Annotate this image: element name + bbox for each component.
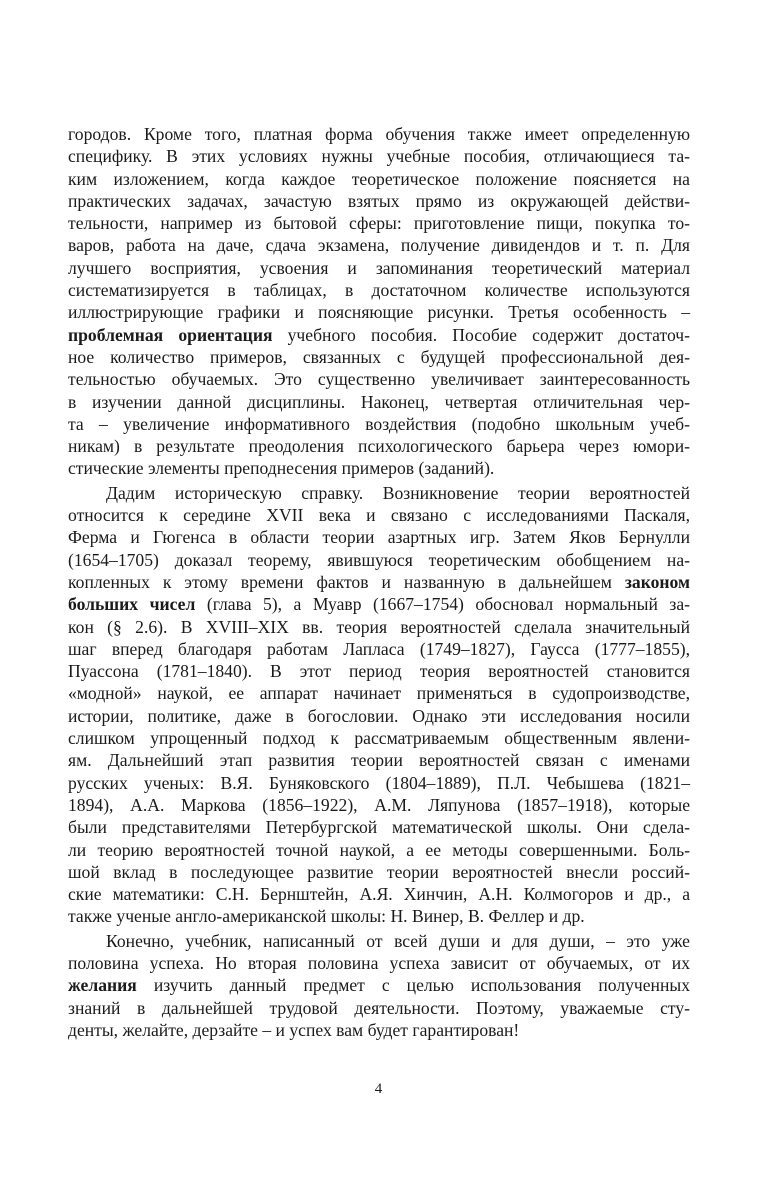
text-line — [68, 346, 690, 368]
text-run: (1654–1705) доказал теорему, явившуюся теоретическим обобщением на- — [68, 549, 690, 570]
text-line — [68, 997, 690, 1019]
text-line — [68, 457, 690, 479]
text-line — [68, 727, 690, 749]
text-run: ли теорию вероятностей точной наукой, а ее методы совершенными. Боль- — [68, 839, 690, 860]
text-line — [68, 839, 690, 861]
text-line — [68, 190, 690, 212]
text-run: ские математики: С.Н. Бернштейн, А.Я. Хинчин, А.Н. Колмогоров и др., а — [68, 884, 690, 905]
paragraph — [68, 482, 690, 928]
text-run: знаний в дальнейшей трудовой деятельности. Поэтому, уважаемые сту- — [68, 997, 690, 1018]
text-line — [68, 123, 690, 145]
text-run: истории, политике, даже в богословии. Однако эти исследования носили — [68, 705, 690, 726]
paragraph — [68, 930, 690, 1041]
text-run: стические элементы преподнесения примеров (заданий). — [68, 458, 495, 479]
text-line — [68, 212, 690, 234]
text-line — [68, 257, 690, 279]
text-run: тельности, например из бытовой сферы: приготовление пищи, покупка то- — [68, 213, 690, 234]
text-line — [68, 413, 690, 435]
text-line — [68, 234, 690, 256]
text-line — [68, 616, 690, 638]
text-line — [68, 930, 690, 952]
text-run: русских ученых: В.Я. Буняковского (1804–1889), П.Л. Чебышева (1821– — [68, 772, 690, 793]
bold-term: больших чисел — [68, 594, 196, 615]
text-line — [68, 482, 690, 504]
text-run: Дадим историческую справку. Возникновение теории вероятностей — [106, 482, 690, 503]
bold-term: законом — [624, 571, 690, 592]
text-run: варов, работа на даче, сдача экзамена, получение дивидендов и т. п. Для — [68, 235, 690, 256]
page-number: 4 — [374, 1081, 383, 1097]
text-run: относится к середине XVII века и связано с исследованиями Паскаля, — [68, 505, 690, 526]
text-run: копленных к этому времени фактов и названную в дальнейшем — [68, 571, 625, 592]
text-line — [68, 526, 690, 548]
text-line — [68, 168, 690, 190]
text-line — [68, 682, 690, 704]
text-run: никам) в результате преодоления психологического барьера через юмори- — [68, 436, 690, 457]
text-run: учебного пособия. Пособие содержит достаточ- — [272, 324, 690, 345]
text-line — [68, 145, 690, 167]
text-run: иллюстрирующие графики и поясняющие рисунки. Третья особенность – — [68, 302, 690, 323]
text-run: денты, желайте, дерзайте – и успех вам будет гарантирован! — [68, 1019, 520, 1040]
text-line — [68, 391, 690, 413]
text-line — [68, 974, 690, 996]
text-run: изучить данный предмет с целью использования полученных — [136, 975, 690, 996]
text-run: 1894), А.А. Маркова (1856–1922), А.М. Ляпунова (1857–1918), которые — [68, 794, 690, 815]
text-line — [68, 593, 690, 615]
text-line — [68, 905, 690, 927]
bold-term: желания — [68, 975, 137, 996]
text-run: систематизируется в таблицах, в достаточном количестве используются — [68, 280, 690, 301]
text-run: Ферма и Гюгенса в области теории азартных игр. Затем Яков Бернулли — [68, 527, 690, 548]
text-line — [68, 816, 690, 838]
text-run: лучшего восприятия, усвоения и запоминания теоретический материал — [68, 257, 690, 278]
text-line — [68, 705, 690, 727]
text-run: в изучении данной дисциплины. Наконец, четвертая отличительная чер- — [68, 391, 690, 412]
text-line — [68, 279, 690, 301]
text-line — [68, 749, 690, 771]
text-run: шой вклад в последующее развитие теории вероятностей внесли россий- — [68, 861, 690, 882]
text-run: ям. Дальнейший этап развития теории вероятностей связан с именами — [68, 750, 690, 771]
text-line — [68, 1019, 690, 1041]
text-run: также ученые англо-американской школы: Н. Винер, В. Феллер и др. — [68, 906, 585, 927]
text-run: «модной» наукой, ее аппарат начинает применяться в судопроизводстве, — [68, 683, 690, 704]
bold-term: проблемная ориентация — [68, 324, 273, 345]
text-line — [68, 549, 690, 571]
text-run: были представителями Петербургской математической школы. Они сдела- — [68, 817, 690, 838]
text-run: Пуассона (1781–1840). В этот период теория вероятностей становится — [68, 661, 690, 682]
text-line — [68, 861, 690, 883]
text-run: специфику. В этих условиях нужны учебные пособия, отличающиеся та- — [68, 146, 690, 167]
text-run: (глава 5), а Муавр (1667–1754) обосновал нормальный за- — [195, 594, 690, 615]
text-run: ким изложением, когда каждое теоретическое положение поясняется на — [68, 168, 690, 189]
text-run: ное количество примеров, связанных с будущей профессиональной дея- — [68, 346, 690, 367]
text-run: шаг вперед благодаря работам Лапласа (1749–1827), Гаусса (1777–1855), — [68, 638, 690, 659]
text-run: та – увеличение информативного воздействия (подобно школьным учеб- — [68, 413, 690, 434]
text-line — [68, 435, 690, 457]
text-line — [68, 772, 690, 794]
text-line — [68, 794, 690, 816]
text-line — [68, 324, 690, 346]
text-line — [68, 301, 690, 323]
text-run: тельностью обучаемых. Это существенно увеличивает заинтересованность — [68, 369, 690, 390]
text-line — [68, 660, 690, 682]
text-run: половина успеха. Но вторая половина успеха зависит от обучаемых, от их — [68, 952, 690, 973]
body-text — [68, 123, 690, 1041]
text-line — [68, 952, 690, 974]
text-line — [68, 883, 690, 905]
text-run: кон (§ 2.6). В XVIII–XIX вв. теория вероятностей сделала значительный — [68, 616, 690, 637]
text-line — [68, 368, 690, 390]
text-line — [68, 638, 690, 660]
text-run: городов. Кроме того, платная форма обучения также имеет определенную — [68, 124, 690, 144]
text-run: слишком упрощенный подход к рассматриваемым общественным явлени- — [68, 728, 690, 749]
text-line — [68, 571, 690, 593]
text-run: практических задачах, зачастую взятых прямо из окружающей действи- — [68, 190, 690, 211]
text-run: Конечно, учебник, написанный от всей души и для души, – это уже — [106, 930, 690, 951]
text-line — [68, 504, 690, 526]
paragraph — [68, 123, 690, 480]
